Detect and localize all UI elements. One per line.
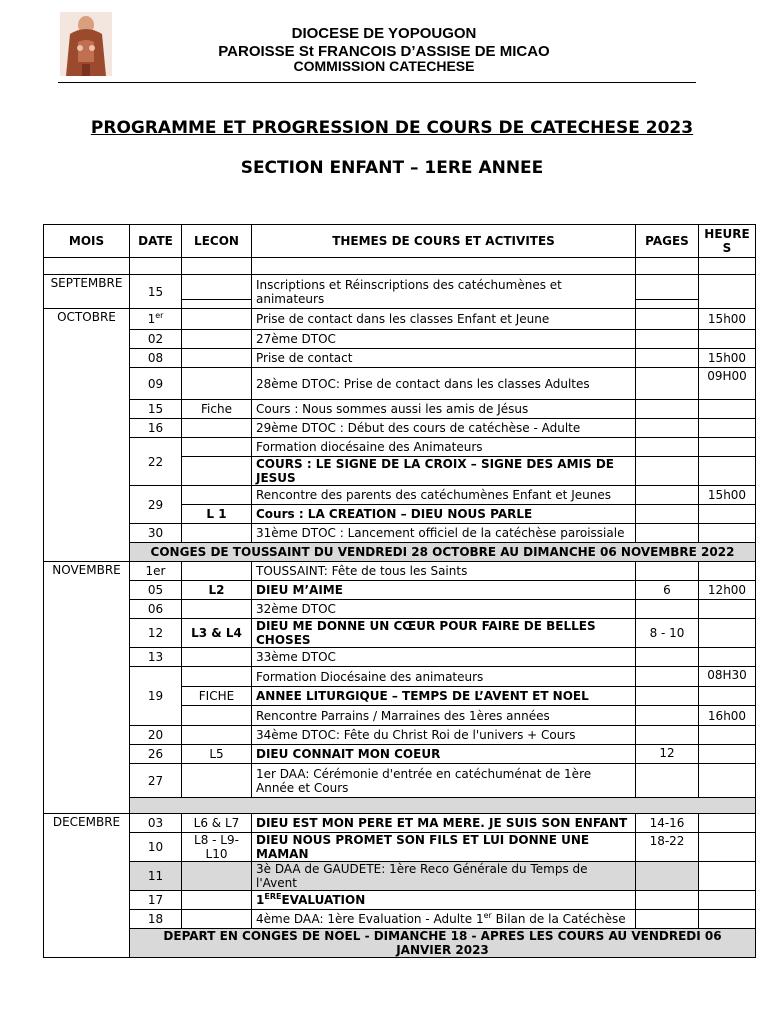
table-row: NOVEMBRE 1er TOUSSAINT: Fête de tous les Saints xyxy=(44,562,756,581)
table-row: 12 L3 & L4 DIEU ME DONNE UN CŒUR POUR FAIRE DE BELLES CHOSES 8 - 10 xyxy=(44,619,756,648)
table-row: 06 32ème DTOC xyxy=(44,600,756,619)
diocese-name: DIOCESE DE YOPOUGON xyxy=(291,25,477,42)
table-row: 29 Rencontre des parents des catéchumènes Enfant et Jeunes 15h00 xyxy=(44,486,756,505)
table-row: 15 Fiche Cours : Nous sommes aussi les amis de Jésus xyxy=(44,400,756,419)
commission-name: COMMISSION CATECHESE xyxy=(293,58,475,74)
table-row: 30 31ème DTOC : Lancement officiel de la catéchèse paroissiale xyxy=(44,524,756,543)
col-date: DATE xyxy=(130,225,182,258)
table-row: 22 Formation diocésaine des Animateurs xyxy=(44,438,756,457)
section-title: SECTION ENFANT – 1ERE ANNEE xyxy=(240,158,544,178)
blank-grey-row xyxy=(44,798,756,814)
table-row: 11 3è DAA de GAUDETE: 1ère Reco Générale du Temps de l'Avent xyxy=(44,862,756,891)
table-row: 17 1EREEVALUATION xyxy=(44,891,756,910)
table-row xyxy=(44,258,756,275)
table-row: 02 27ème DTOC xyxy=(44,330,756,349)
table-row: 27 1er DAA: Cérémonie d'entrée en catéchuménat de 1ère Année et Cours xyxy=(44,764,756,798)
col-heures: HEURE S xyxy=(699,225,756,258)
banner-row xyxy=(44,543,756,562)
schedule-table xyxy=(43,224,756,958)
table-row: 20 34ème DTOC: Fête du Christ Roi de l'univers + Cours xyxy=(44,726,756,745)
col-lecon: LECON xyxy=(182,225,252,258)
col-pages: PAGES xyxy=(636,225,699,258)
table-row: 13 33ème DTOC xyxy=(44,648,756,667)
header-rule xyxy=(58,82,696,83)
noel-holiday-banner: DEPART EN CONGES DE NOEL - DIMANCHE 18 - APRES LES COURS AU VENDREDI 06 JANVIER 2023 xyxy=(130,929,756,958)
table-row: 19 Formation Diocésaine des animateurs 08H30 xyxy=(44,667,756,687)
table-row: Rencontre Parrains / Marraines des 1ères années 16h00 xyxy=(44,706,756,726)
table-header-row xyxy=(44,225,756,258)
table-row: 08 Prise de contact 15h00 xyxy=(44,349,756,368)
month-cell: SEPTEMBRE xyxy=(44,275,130,309)
table-row: FICHE ANNEE LITURGIQUE – TEMPS DE L’AVENT ET NOEL xyxy=(44,687,756,706)
banner-row xyxy=(44,929,756,958)
parish-name: PAROISSE St FRANCOIS D’ASSISE DE MICAO xyxy=(218,43,550,60)
table-row: 18 4ème DAA: 1ère Evaluation - Adulte 1er Bilan de la Catéchèse xyxy=(44,910,756,929)
table-row: 10 L8 - L9- L10 DIEU NOUS PROMET SON FILS ET LUI DONNE UNE MAMAN 18-22 xyxy=(44,833,756,862)
col-mois: MOIS xyxy=(44,225,130,258)
table-row: OCTOBRE 1er Prise de contact dans les classes Enfant et Jeune 15h00 xyxy=(44,309,756,330)
month-cell: DECEMBRE xyxy=(44,814,130,958)
table-row: L 1 Cours : LA CREATION – DIEU NOUS PARLE xyxy=(44,505,756,524)
document-title: PROGRAMME ET PROGRESSION DE COURS DE CATECHESE 2023 xyxy=(90,118,694,138)
table-row: 09 28ème DTOC: Prise de contact dans les classes Adultes 09H00 xyxy=(44,368,756,400)
month-cell: NOVEMBRE xyxy=(44,562,130,814)
month-cell: OCTOBRE xyxy=(44,309,130,562)
toussaint-holiday-banner: CONGES DE TOUSSAINT DU VENDREDI 28 OCTOBRE AU DIMANCHE 06 NOVEMBRE 2022 xyxy=(130,543,756,562)
table-row: 05 L2 DIEU M’AIME 6 12h00 xyxy=(44,581,756,600)
col-themes: THEMES DE COURS ET ACTIVITES xyxy=(252,225,636,258)
table-row: 16 29ème DTOC : Début des cours de catéchèse - Adulte xyxy=(44,419,756,438)
table-row: 26 L5 DIEU CONNAIT MON COEUR 12 xyxy=(44,745,756,764)
table-row: SEPTEMBRE 15 Inscriptions et Réinscriptions des catéchumènes et animateurs xyxy=(44,275,756,309)
table-row: COURS : LE SIGNE DE LA CROIX – SIGNE DES AMIS DE JESUS xyxy=(44,457,756,486)
table-row: DECEMBRE 03 L6 & L7 DIEU EST MON PERE ET MA MERE. JE SUIS SON ENFANT 14-16 xyxy=(44,814,756,833)
